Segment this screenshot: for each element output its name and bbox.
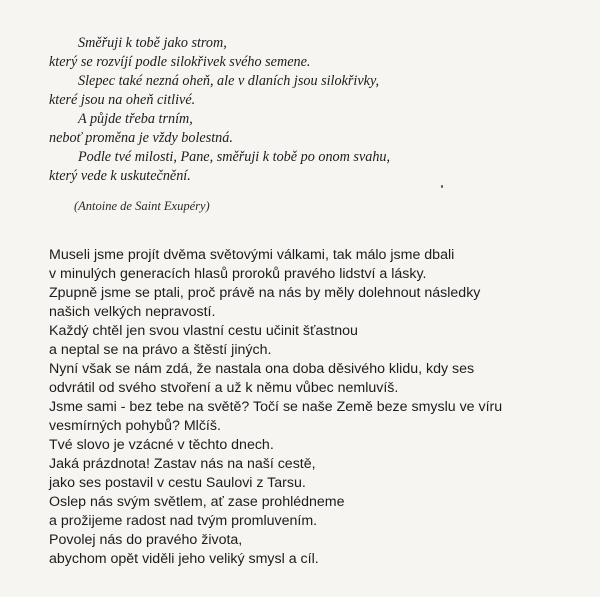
prose-line: a prožijeme radost nad tvým promluvením.	[49, 513, 318, 529]
prose-line: Oslep nás svým světlem, ať zase prohlédneme	[49, 494, 345, 510]
scan-speck	[441, 185, 443, 188]
prose-line: Jaká prázdnota! Zastav nás na naší cestě,	[49, 456, 316, 472]
prose-line: Jsme sami - bez tebe na světě? Točí se naše Země beze smyslu ve víru	[49, 399, 503, 415]
poem-line: neboť proměna je vždy bolestná.	[49, 130, 233, 146]
poem-line: který se rozvíjí podle silokřivek svého semene.	[49, 54, 311, 70]
poem-line: který vede k uskutečnění.	[49, 168, 191, 184]
prose-line: Povolej nás do pravého života,	[49, 532, 243, 548]
prose-line: abychom opět viděli jeho veliký smysl a cíl.	[49, 551, 319, 567]
prose-line: Museli jsme projít dvěma světovými válkami, tak málo jsme dbali	[49, 247, 455, 263]
poem-line: které jsou na oheň citlivé.	[49, 92, 196, 108]
prose-line: Zpupně jsme se ptali, proč právě na nás by měly dolehnout následky	[49, 285, 481, 301]
prose-line: odvrátil od svého stvoření a už k němu vůbec nemluvíš.	[49, 380, 399, 396]
prose-line: Každý chtěl jen svou vlastní cestu učinit šťastnou	[49, 323, 358, 339]
poem-line: Podle tvé milosti, Pane, směřuji k tobě po onom svahu,	[78, 149, 391, 165]
prose-line: v minulých generacích hlasů proroků pravého lidství a lásky.	[49, 266, 427, 282]
poem-line: A půjde třeba trním,	[78, 111, 193, 127]
prose-line: našich velkých nepravostí.	[49, 304, 216, 320]
prose-line: Nyní však se nám zdá, že nastala ona doba děsivého klidu, kdy ses	[49, 361, 475, 377]
prose-line: vesmírných pohybů? Mlčíš.	[49, 418, 221, 434]
poem-line: Slepec také nezná oheň, ale v dlaních jsou silokřivky,	[78, 73, 379, 89]
poem-attribution: (Antoine de Saint Exupéry)	[74, 199, 210, 213]
prose-line: Tvé slovo je vzácné v těchto dnech.	[49, 437, 274, 453]
prose-line: jako ses postavil v cestu Saulovi z Tarsu.	[49, 475, 306, 491]
prose-line: a neptal se na právo a štěstí jiných.	[49, 342, 272, 358]
poem-line: Směřuji k tobě jako strom,	[78, 35, 227, 51]
